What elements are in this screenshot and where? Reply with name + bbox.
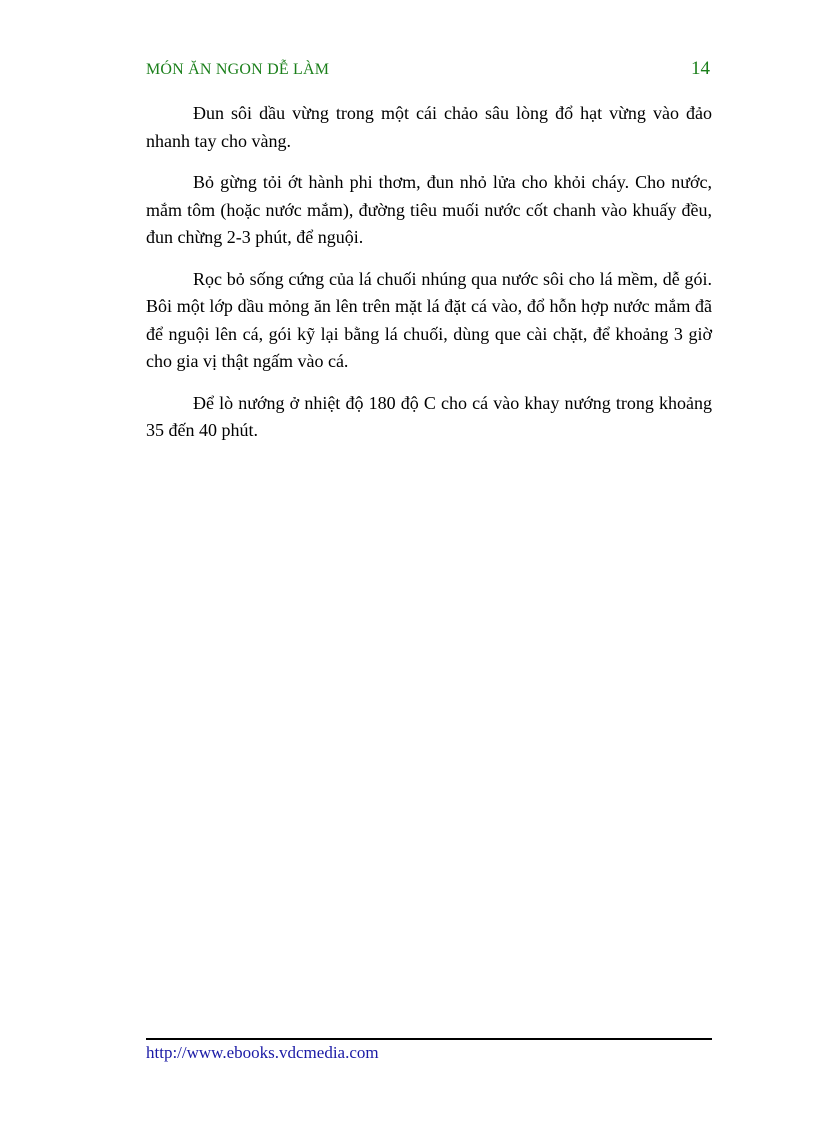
paragraph: Rọc bỏ sống cứng của lá chuối nhúng qua nước sôi cho lá mềm, dễ gói. Bôi một lớp dầu mỏng ăn lên trên mặt lá đặt cá vào, đổ hỗn hợp nước mắm đã để nguội lên cá, gói kỹ lại bằng lá chuối, dùng que cài chặt, để khoảng 3 giờ cho gia vị thật ngấm vào cá. [146,268,712,371]
page-number: 14 [691,58,710,79]
footer-url-link[interactable]: http://www.ebooks.vdcmedia.com [146,1043,379,1062]
header-title: MÓN ĂN NGON DỄ LÀM [146,61,330,78]
paragraph: Để lò nướng ở nhiệt độ 180 độ C cho cá vào khay nướng trong khoảng 35 đến 40 phút. [146,392,712,440]
footer-divider [146,1038,712,1040]
page-content [146,100,712,459]
paragraph: Bỏ gừng tỏi ớt hành phi thơm, đun nhỏ lửa cho khỏi cháy. Cho nước, mắm tôm (hoặc nước mắm), đường tiêu muối nước cốt chanh vào khuấy đều, đun chừng 2-3 phút, để nguội. [146,172,712,247]
page-header [146,58,710,86]
paragraph: Đun sôi dầu vừng trong một cái chảo sâu lòng đổ hạt vừng vào đảo nhanh tay cho vàng. [146,103,712,151]
